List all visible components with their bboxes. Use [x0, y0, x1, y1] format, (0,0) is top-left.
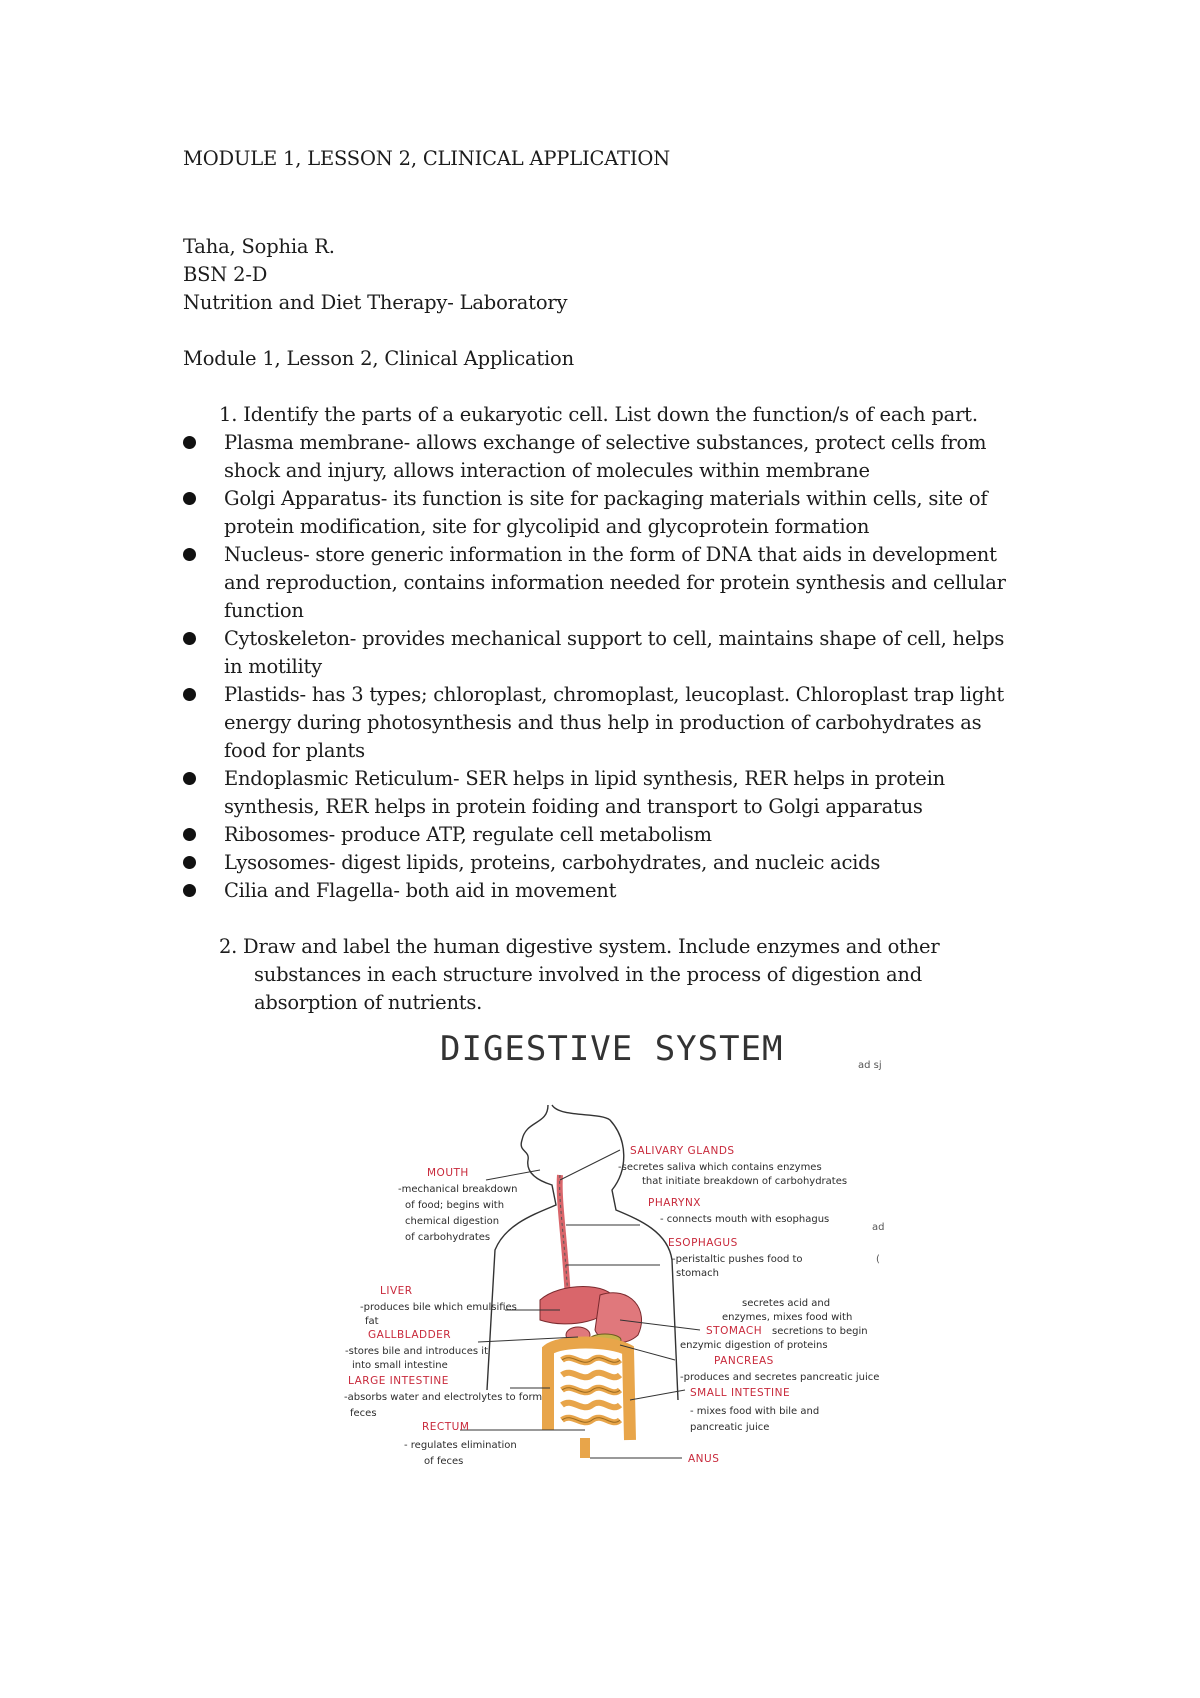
rectum-label: RECTUM [422, 1421, 470, 1433]
pharynx-desc: - connects mouth with esophagus [660, 1214, 830, 1225]
stomach-pre: secretes acid and [742, 1298, 831, 1309]
margin-note: ad sj [858, 1060, 882, 1071]
list-item-line: food for plants [224, 739, 365, 762]
list-item-line: Lysosomes- digest lipids, proteins, carbohydrates, and nucleic acids [224, 851, 881, 874]
list-item-line: Golgi Apparatus- its function is site for packaging materials within cells, site of [224, 487, 988, 510]
small-intestine-desc: pancreatic juice [690, 1422, 770, 1433]
list-item-line: Plastids- has 3 types; chloroplast, chromoplast, leucoplast. Chloroplast trap light [224, 683, 1004, 706]
student-section: BSN 2-D [183, 263, 268, 286]
list-item-line: Endoplasmic Reticulum- SER helps in lipid synthesis, RER helps in protein [224, 767, 945, 790]
anus-label: ANUS [688, 1453, 720, 1465]
margin-note: ( [876, 1254, 880, 1265]
pancreas-label: PANCREAS [714, 1355, 774, 1367]
pancreas-desc: -produces and secretes pancreatic juice [680, 1372, 880, 1383]
liver-desc: -produces bile which emulsifies [360, 1302, 517, 1313]
list-item-line: protein modification, site for glycolipid and glycoprotein formation [224, 515, 870, 538]
small-intestine-label: SMALL INTESTINE [690, 1387, 791, 1399]
salivary-glands-desc: that initiate breakdown of carbohydrates [642, 1176, 848, 1187]
list-item-line: in motility [224, 655, 322, 678]
esophagus-label: ESOPHAGUS [668, 1237, 738, 1249]
document-subtitle: Module 1, Lesson 2, Clinical Application [183, 347, 574, 370]
question-2-prompt-line: absorption of nutrients. [254, 991, 483, 1014]
mouth-desc: -mechanical breakdown [398, 1184, 518, 1195]
list-item-line: Plasma membrane- allows exchange of selective substances, protect cells from [224, 431, 987, 454]
pharynx-label: PHARYNX [648, 1197, 701, 1209]
student-name: Taha, Sophia R. [183, 235, 335, 258]
large-intestine-desc: feces [350, 1408, 377, 1419]
list-item-line: Cytoskeleton- provides mechanical support to cell, maintains shape of cell, helps [224, 627, 1005, 650]
stomach-pre: enzymes, mixes food with [722, 1312, 853, 1323]
large-intestine-label: LARGE INTESTINE [348, 1375, 449, 1387]
list-item-line: Cilia and Flagella- both aid in movement [224, 879, 617, 902]
gallbladder-label: GALLBLADDER [368, 1329, 452, 1341]
question-2-prompt-line: substances in each structure involved in the process of digestion and [254, 963, 922, 986]
course-name: Nutrition and Diet Therapy- Laboratory [183, 291, 568, 314]
rectum-desc: - regulates elimination [404, 1440, 517, 1451]
list-item-line: Ribosomes- produce ATP, regulate cell metabolism [224, 823, 712, 846]
question-1-prompt: 1. Identify the parts of a eukaryotic cell. List down the function/s of each part. [219, 403, 978, 426]
small-intestine-shape [562, 1358, 620, 1423]
rectum-desc: of feces [424, 1456, 464, 1467]
esophagus-desc: stomach [676, 1268, 719, 1279]
mouth-desc: of carbohydrates [405, 1232, 491, 1243]
esophagus-desc: -peristaltic pushes food to [672, 1254, 803, 1265]
question-2-prompt-line: 2. Draw and label the human digestive system. Include enzymes and other [219, 935, 940, 958]
document-title: MODULE 1, LESSON 2, CLINICAL APPLICATION [183, 147, 670, 170]
gallbladder-desc: -stores bile and introduces it [345, 1346, 488, 1357]
list-item-line: and reproduction, contains information needed for protein synthesis and cellular [224, 571, 1006, 594]
salivary-glands-label: SALIVARY GLANDS [630, 1145, 735, 1157]
list-item-line: energy during photosynthesis and thus help in production of carbohydrates as [224, 711, 982, 734]
stomach-label: STOMACH [706, 1325, 763, 1337]
list-item-line: Nucleus- store generic information in the form of DNA that aids in development [224, 543, 997, 566]
stomach-desc: secretions to begin [772, 1326, 868, 1337]
liver-label: LIVER [380, 1285, 413, 1297]
salivary-glands-desc: -secretes saliva which contains enzymes [618, 1162, 822, 1173]
list-item-line: function [224, 599, 304, 622]
margin-note: ad [872, 1222, 885, 1233]
mouth-label: MOUTH [427, 1167, 469, 1179]
small-intestine-desc: - mixes food with bile and [690, 1406, 820, 1417]
large-intestine-desc: -absorbs water and electrolytes to form [344, 1392, 543, 1403]
diagram-title: DIGESTIVE SYSTEM [440, 1029, 784, 1069]
mouth-desc: chemical digestion [405, 1216, 500, 1227]
mouth-desc: of food; begins with [405, 1200, 505, 1211]
list-item-line: synthesis, RER helps in protein foiding and transport to Golgi apparatus [224, 795, 923, 818]
stomach-desc: enzymic digestion of proteins [680, 1340, 828, 1351]
gallbladder-desc: into small intestine [352, 1360, 448, 1371]
list-item-line: shock and injury, allows interaction of molecules within membrane [224, 459, 870, 482]
liver-desc: fat [365, 1316, 379, 1327]
